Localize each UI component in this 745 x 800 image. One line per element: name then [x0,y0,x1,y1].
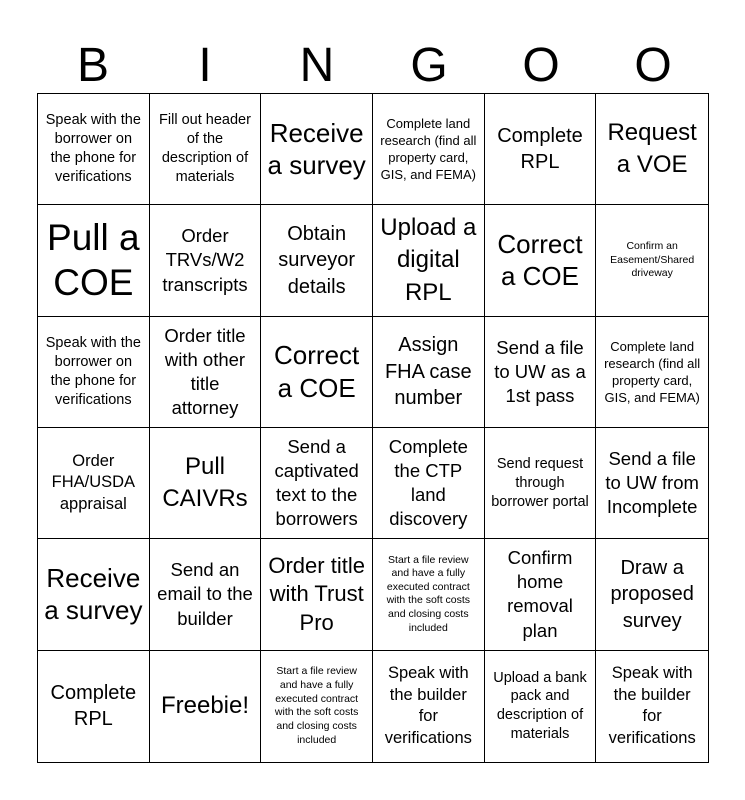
bingo-cell-text: Complete land research (find all property card, GIS, and FEMA) [380,115,477,183]
bingo-cell[interactable] [261,205,373,316]
bingo-cell[interactable] [261,317,373,428]
bingo-cell-text: Confirm home removal plan [507,547,573,641]
bingo-cell[interactable] [373,651,485,762]
bingo-cell[interactable] [485,539,597,650]
bingo-cell[interactable] [596,205,708,316]
bingo-cell[interactable] [38,205,150,316]
bingo-cell-text: Speak with the builder for verifications [384,664,472,747]
bingo-cell-text: Obtain surveyor details [278,222,355,298]
bingo-cell-text: Send a file to UW as a 1st pass [494,336,586,406]
header-letter-o-2: O [634,39,672,92]
bingo-cell-text: Start a file review and have a fully executed contract with the soft costs and closing costs included [274,665,359,746]
bingo-cell[interactable] [373,205,485,316]
bingo-cell-text: Receive a survey [267,117,366,181]
bingo-cell[interactable] [485,317,597,428]
bingo-cell[interactable] [596,651,708,762]
bingo-header [37,38,709,93]
bingo-cell-text: Speak with the builder for verifications [608,664,696,747]
bingo-cell[interactable] [485,651,597,762]
bingo-cell-text: Start a file review and have a fully executed contract with the soft costs and closing costs included [386,553,471,634]
bingo-cell[interactable] [38,539,150,650]
bingo-cell[interactable] [38,428,150,539]
bingo-cell[interactable] [150,94,262,205]
bingo-cell-text: Send an email to the builder [157,559,253,629]
bingo-cell-text: Upload a bank pack and description of materials [493,669,587,743]
header-letter-b: B [76,39,109,92]
bingo-cell[interactable] [596,94,708,205]
bingo-cell-text: Upload a digital RPL [380,213,477,306]
bingo-cell-text: Complete the CTP land discovery [388,436,468,530]
bingo-cell[interactable] [150,539,262,650]
bingo-cell-text: Receive a survey [44,562,143,626]
bingo-card-grid [37,93,709,763]
bingo-cell[interactable] [373,94,485,205]
bingo-cell[interactable] [261,94,373,205]
bingo-cell-text: Correct a COE [274,340,360,403]
header-letter-g: G [410,39,448,92]
bingo-cell-text: Confirm an Easement/Shared driveway [610,240,695,280]
header-letter-i: I [198,39,212,92]
bingo-cell-text: Order title with other title attorney [164,324,246,418]
bingo-cell[interactable] [596,317,708,428]
bingo-cell-text: Send a captivated text to the borrowers [274,436,359,530]
bingo-cell[interactable] [261,651,373,762]
bingo-cell-text: Complete RPL [50,681,137,731]
bingo-cell[interactable] [38,651,150,762]
bingo-cell-text: Order title with Trust Pro [268,552,365,635]
bingo-cell[interactable] [150,317,262,428]
bingo-cell-text: Fill out header of the description of materials [159,112,251,185]
bingo-cell-text: Complete land research (find all property card, GIS, and FEMA) [604,338,701,405]
bingo-cell[interactable] [485,428,597,539]
bingo-cell-text: Complete RPL [497,124,583,174]
header-letter-o: O [522,39,560,92]
bingo-cell[interactable] [373,317,485,428]
bingo-cell-text: Speak with the borrower on the phone for verifications [45,112,141,185]
bingo-cell-free[interactable] [150,651,262,762]
bingo-cell[interactable] [150,205,262,316]
bingo-cell-text: Correct a COE [497,228,583,292]
bingo-cell[interactable] [261,428,373,539]
bingo-cell-text: Pull CAIVRs [162,452,248,513]
bingo-cell[interactable] [373,428,485,539]
bingo-cell-text: Assign FHA case number [384,334,472,410]
bingo-cell[interactable] [261,539,373,650]
bingo-cell-text: Order FHA/USDA appraisal [51,452,136,513]
header-letter-n: N [299,39,335,92]
bingo-cell-text: Draw a proposed survey [610,556,694,632]
bingo-cell[interactable] [150,428,262,539]
bingo-cell[interactable] [485,94,597,205]
bingo-cell[interactable] [485,205,597,316]
bingo-cell-text: Send a file to UW from Incomplete [605,448,699,518]
bingo-cell[interactable] [373,539,485,650]
bingo-cell[interactable] [596,428,708,539]
bingo-cell-text: Order TRVs/W2 transcripts [162,225,248,295]
bingo-cell-text: Send request through borrower portal [491,455,589,510]
bingo-cell[interactable] [38,317,150,428]
bingo-cell-text: Speak with the borrower on the phone for verifications [45,335,141,408]
bingo-cell[interactable] [596,539,708,650]
bingo-cell[interactable] [38,94,150,205]
bingo-cell-text: Pull a COE [47,217,140,304]
bingo-cell-text: Freebie! [160,692,250,720]
bingo-cell-text: Request a VOE [607,118,697,179]
